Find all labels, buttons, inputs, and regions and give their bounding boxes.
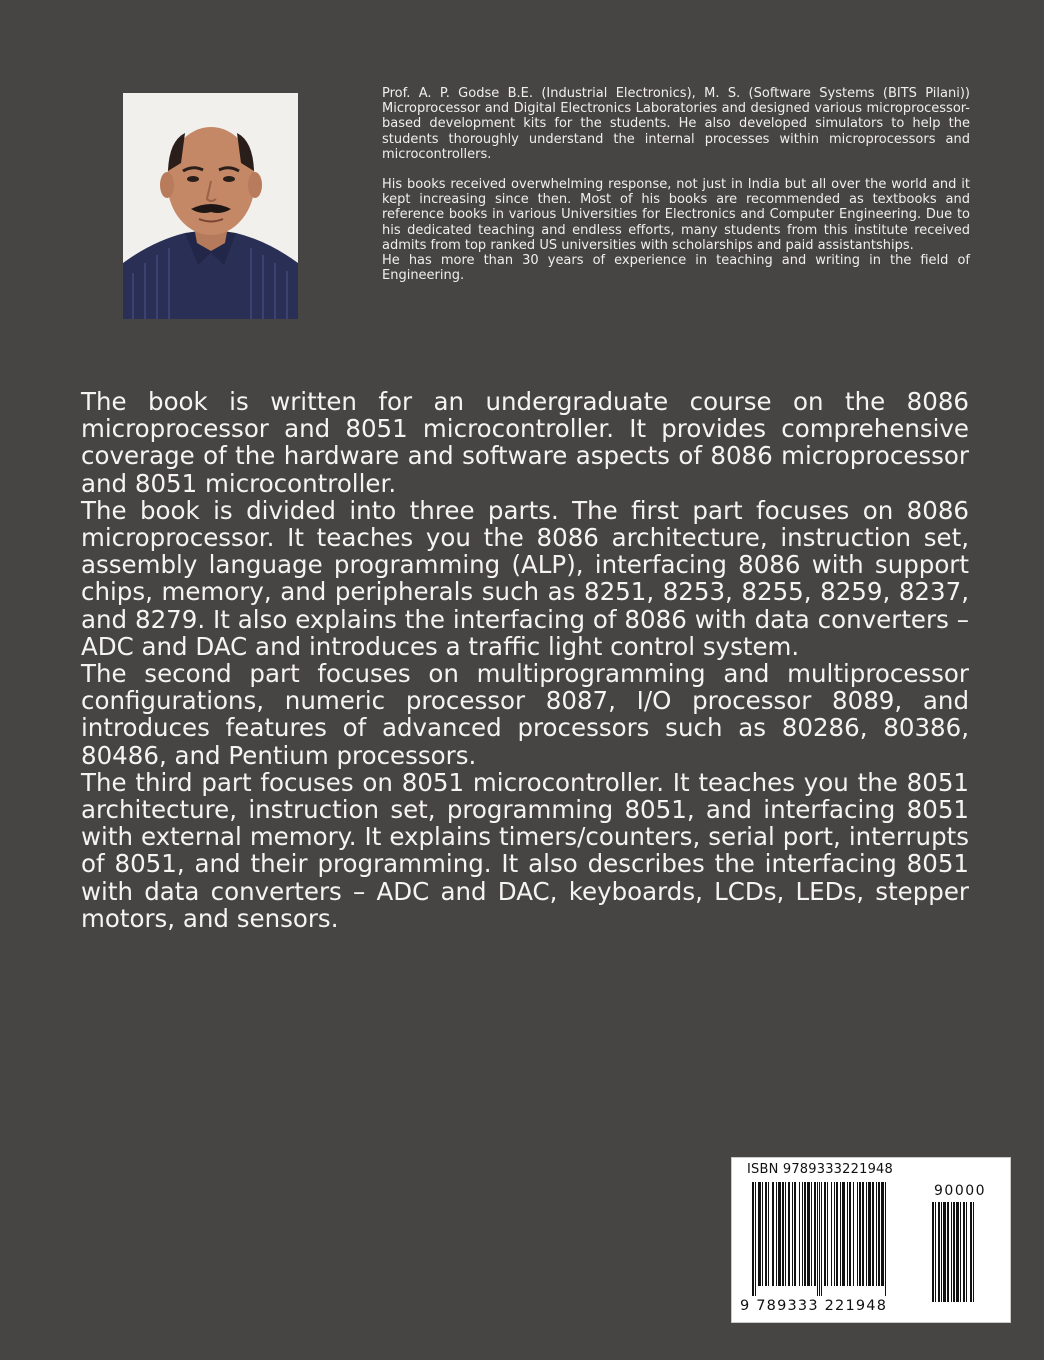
- barcode-bar: [956, 1202, 959, 1302]
- barcode-bar: [819, 1182, 820, 1296]
- barcode-bar: [885, 1182, 886, 1296]
- bio-paragraph: He has more than 30 years of experience in teaching and writing in the field of Engineering.: [382, 253, 970, 284]
- isbn-barcode: [731, 1157, 1011, 1323]
- isbn-label: ISBN 9789333221948: [747, 1162, 893, 1177]
- barcode-bar: [973, 1202, 974, 1302]
- barcode-bar: [859, 1182, 861, 1286]
- price-barcode-bars: [932, 1202, 994, 1312]
- description-paragraph: The book is divided into three parts. The first part focuses on 8086 microprocessor. It teaches you the 8086 architecture, instruction set, assembly language programming (ALP), interfacing 8086 with support chips, memory, and peripherals such as 8251, 8253, 8255, 8259, 8237, and 8279. It also explains the interfacing of 8086 with data converters – ADC and DAC and introduces a traffic light control system.: [81, 495, 969, 661]
- barcode-bar: [782, 1182, 784, 1286]
- barcode-bar: [943, 1202, 946, 1302]
- barcode-bar: [778, 1182, 781, 1286]
- author-bio: [382, 86, 970, 283]
- barcode-bar: [941, 1202, 942, 1302]
- barcode-bar: [834, 1182, 835, 1286]
- barcode-bar: [876, 1182, 877, 1286]
- barcode-bar: [881, 1182, 884, 1286]
- barcode-bar: [953, 1202, 955, 1302]
- barcode-bar: [788, 1182, 790, 1286]
- barcode-bar: [785, 1182, 786, 1286]
- barcode-bar: [970, 1202, 972, 1302]
- barcode-bar: [792, 1182, 793, 1286]
- barcode-bar: [799, 1182, 800, 1286]
- barcode-bar: [857, 1182, 858, 1286]
- barcode-bar: [935, 1202, 936, 1302]
- barcode-bar: [966, 1202, 967, 1302]
- barcode-bar: [807, 1182, 810, 1286]
- barcode-bar: [849, 1182, 851, 1286]
- barcode-bar: [938, 1202, 940, 1302]
- barcode-bar: [842, 1182, 845, 1286]
- barcode-bar: [765, 1182, 767, 1286]
- barcode-bar: [960, 1202, 961, 1302]
- book-description: [81, 388, 969, 932]
- barcode-bar: [772, 1182, 774, 1286]
- author-portrait-image: [123, 93, 298, 319]
- barcode-bar: [811, 1182, 812, 1286]
- author-photo: [123, 93, 298, 319]
- barcode-bar: [794, 1182, 796, 1286]
- barcode-bar: [752, 1182, 754, 1296]
- barcode-bar: [755, 1182, 756, 1296]
- description-paragraph: The book is written for an undergraduate course on the 8086 microprocessor and 8051 microcontroller. It provides comprehensive coverage of the hardware and software aspects of 8086 microprocessor and 8051 microcontroller.: [81, 387, 969, 498]
- barcode-digits: 9 789333 221948: [740, 1298, 888, 1314]
- bio-paragraph: His books received overwhelming response, not just in India but all over the world and it kept increasing since then. Most of his books are recommended as textbooks and reference books in various Universities for Electronics and Computer Engineering. Due to his dedicated teaching and endless efforts, many students from this institute received admits from top ranked US universities with scholarships and paid assistantships.: [382, 177, 970, 253]
- barcode-bar: [836, 1182, 838, 1286]
- price-code: 90000: [934, 1183, 987, 1199]
- barcode-bar: [872, 1182, 874, 1286]
- barcode-bar: [853, 1182, 854, 1286]
- barcode-bar: [932, 1202, 934, 1302]
- barcode-bar: [840, 1182, 841, 1286]
- barcode-bar: [847, 1182, 848, 1286]
- barcode-bar: [951, 1202, 952, 1302]
- barcode-bar: [762, 1182, 763, 1286]
- barcode-bar: [827, 1182, 828, 1286]
- description-paragraph: The third part focuses on 8051 microcontroller. It teaches you the 8051 architecture, instruction set, programming 8051, and interfacing 8051 with external memory. It explains timers/counters, serial port, interrupts of 8051, and their programming. It also describes the interfacing 8051 with data converters – ADC and DAC, keyboards, LCDs, LEDs, stepper motors, and sensors.: [81, 767, 969, 933]
- barcode-bar: [758, 1182, 761, 1286]
- barcode-bar: [821, 1182, 822, 1296]
- barcode-bar: [802, 1182, 803, 1286]
- bio-paragraph: Prof. A. P. Godse B.E. (Industrial Electronics), M. S. (Software Systems (BITS Pilani)) Microprocessor and Digital Electronics Laboratories and designed various microprocessor-based development kits for the students. He also developed simulators to help the students thoroughly understand the internal processes within microprocessors and microcontrollers.: [382, 86, 970, 162]
- barcode-bar: [768, 1182, 769, 1286]
- barcode-bar: [817, 1182, 818, 1296]
- barcode-bars: [752, 1182, 926, 1298]
- barcode-bar: [947, 1202, 949, 1302]
- barcode-bar: [804, 1182, 806, 1286]
- barcode-bar: [831, 1182, 832, 1286]
- barcode-bar: [824, 1182, 826, 1286]
- barcode-bar: [878, 1182, 880, 1286]
- barcode-bar: [866, 1182, 867, 1286]
- barcode-bar: [776, 1182, 777, 1286]
- description-paragraph: The second part focuses on multiprogramming and multiprocessor configurations, numeric processor 8087, I/O processor 8089, and introduces features of advanced processors such as 80286, 80386, 80486, and Pentium processors.: [81, 659, 969, 770]
- barcode-bar: [868, 1182, 871, 1286]
- barcode-bar: [862, 1182, 864, 1286]
- barcode-bar: [963, 1202, 965, 1302]
- barcode-bar: [814, 1182, 816, 1286]
